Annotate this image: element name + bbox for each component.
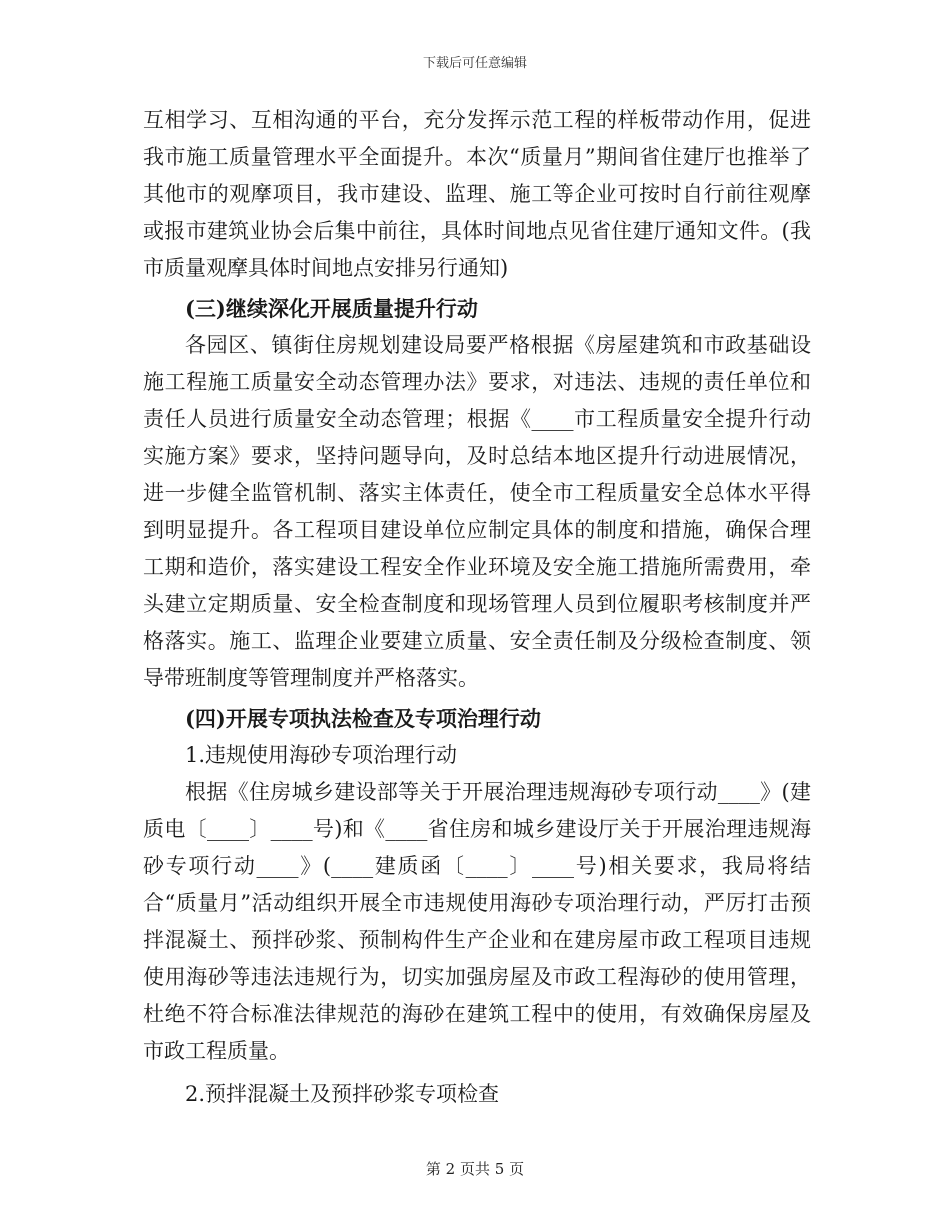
paragraph-quality-improvement: 各园区、镇街住房规划建设局要严格根据《房屋建筑和市政基础设施工程施工质量安全动态管理办法》要求，对违法、违规的责任单位和责任人员进行质量安全动态管理；根据《____市工程质量安全提升行动实施方案》要求，坚持问题导向，及时总结本地区提升行动进展情况，进一步健全监管机制、落实主体责任，使全市工程质量安全总体水平得到明显提升。各工程项目建设单位应制定具体的制度和措施，确保合理工期和造价，落实建设工程安全作业环境及安全施工措施所需费用，牵头建立定期质量、安全检查制度和现场管理人员到位履职考核制度并严格落实。施工、监理企业要建立质量、安全责任制及分级检查制度、领导带班制度等管理制度并严格落实。	[143, 333, 811, 690]
paragraph-intro: 互相学习、互相沟通的平台，充分发挥示范工程的样板带动作用，促进我市施工质量管理水平全面提升。本次“质量月”期间省住建厅也推举了其他市的观摩项目，我市建设、监理、施工等企业可按时自行前往观摩或报市建筑业协会后集中前往，具体时间地点见省住建厅通知文件。(我市质量观摩具体时间地点安排另行通知)	[143, 108, 811, 280]
subsection-heading-2: 2.预拌混凝土及预拌砂浆专项检查	[185, 1081, 500, 1106]
document-body	[143, 102, 811, 1112]
page-header: 下载后可任意编辑	[422, 56, 527, 71]
subsection-heading-1: 1.违规使用海砂专项治理行动	[185, 743, 458, 768]
paragraph-sea-sand: 根据《住房城乡建设部等关于开展治理违规海砂专项行动____》(建质电〔____〕____号)和《____省住房和城乡建设厅关于开展治理违规海砂专项行动____》(____建质函〔____〕____号)相关要求，我局将结合“质量月”活动组织开展全市违规使用海砂专项治理行动，严厉打击预拌混凝土、预拌砂浆、预制构件生产企业和在建房屋市政工程项目违规使用海砂等违法违规行为，切实加强房屋及市政工程海砂的使用管理，杜绝不符合标准法律规范的海砂在建筑工程中的使用，有效确保房屋及市政工程质量。	[143, 780, 811, 1063]
section-heading-4: (四)开展专项执法检查及专项治理行动	[185, 705, 541, 731]
section-heading-3: (三)继续深化开展质量提升行动	[185, 295, 478, 321]
page-number: 第 2 页共 5 页	[425, 1160, 525, 1178]
